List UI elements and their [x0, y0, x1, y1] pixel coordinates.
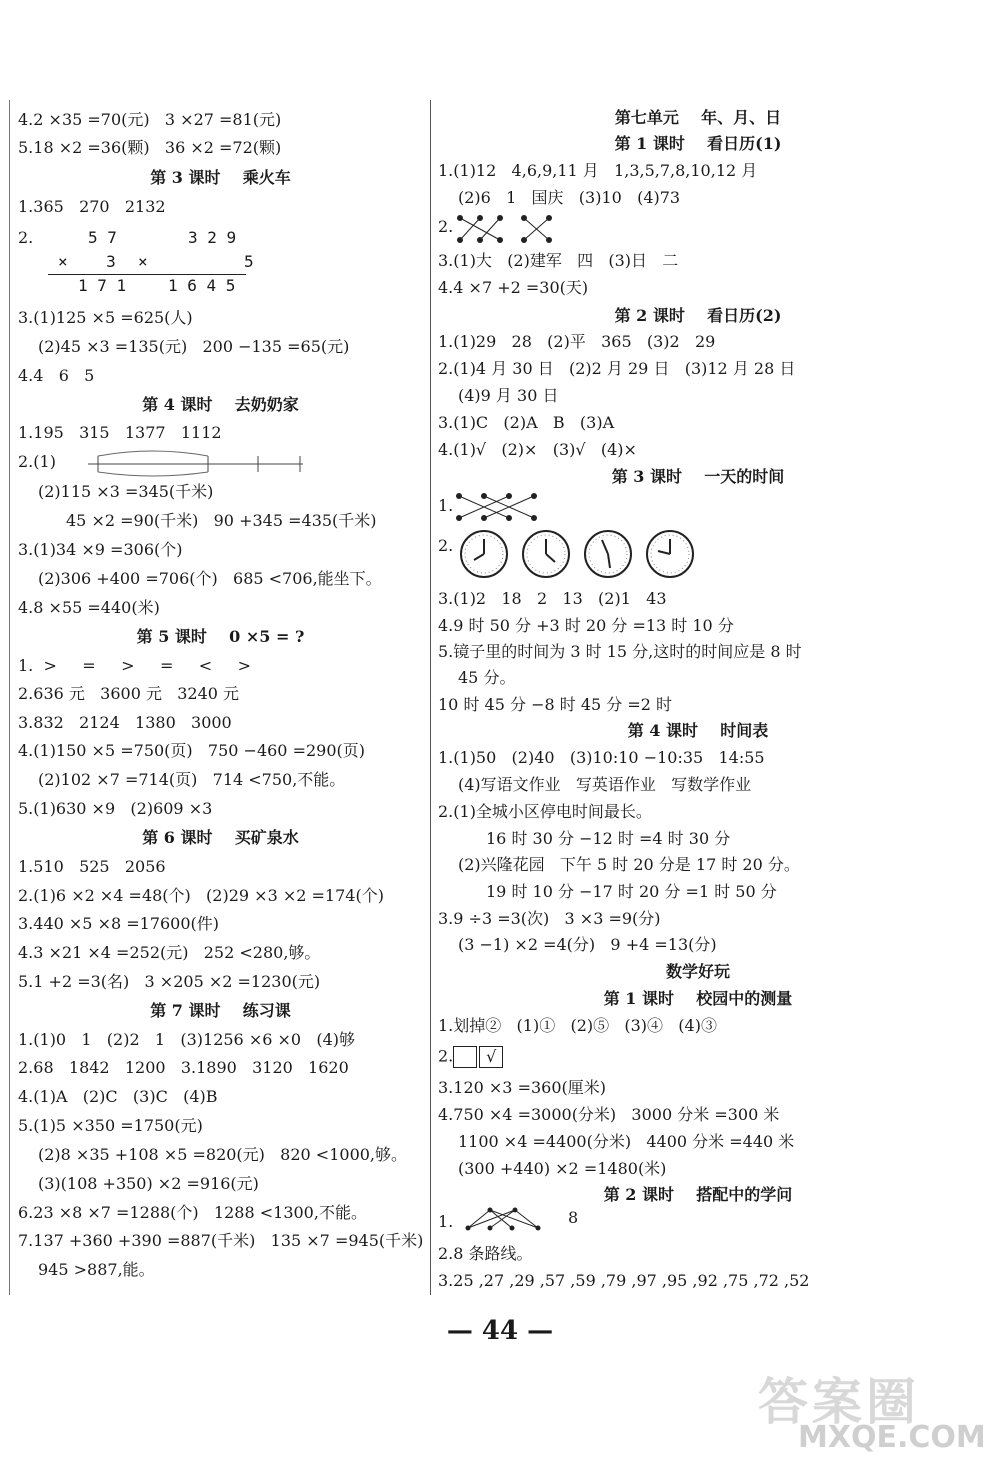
answer-line: 3.120 ×3 =360(厘米) [438, 1078, 606, 1097]
answer-line: (2)102 ×7 =714(页) 714 <750,不能。 [38, 770, 346, 789]
section-heading: 第 5 课时 0 ×5 = ? [136, 627, 305, 646]
answer-line: 5.(1)5 ×350 =1750(元) [18, 1116, 203, 1135]
section-heading: 第 1 课时 看日历(1) [614, 134, 782, 153]
answer-line: 5.1 +2 =3(名) 3 ×205 ×2 =1230(元) [18, 972, 321, 991]
clock-faces [456, 528, 706, 580]
answer-line: 1.(1)12 4,6,9,11 月 1,3,5,7,8,10,12 月 [438, 161, 758, 180]
vertical-multiplication-2 [138, 228, 258, 295]
answer-value: 8 [568, 1208, 579, 1227]
watermark-logo [698, 1362, 988, 1457]
section-heading: 第 3 课时 乘火车 [150, 168, 291, 187]
answer-line: (2)6 1 国庆 (3)10 (4)73 [458, 188, 681, 207]
answer-line: 4.750 ×4 =3000(分米) 3000 分米 =300 米 [438, 1105, 780, 1124]
watermark-text: 答案圈 [758, 1373, 920, 1431]
answer-line: 5.(1)630 ×9 (2)609 ×3 [18, 799, 213, 818]
mult-middle: × 3 [58, 252, 116, 271]
answer-line: 2.8 条路线。 [438, 1244, 533, 1263]
answer-line: 2. [438, 536, 454, 555]
answer-line: 19 时 10 分 −17 时 20 分 =1 时 50 分 [486, 882, 777, 901]
answer-line: (2)306 +400 =706(个) 685 <706,能坐下。 [38, 569, 382, 588]
answer-line: 2.(1)6 ×2 ×4 =48(个) (2)29 ×3 ×2 =174(个) [18, 886, 384, 905]
mult-rule [138, 274, 246, 275]
answer-line: 4.9 时 50 分 +3 时 20 分 =13 时 10 分 [438, 616, 734, 635]
answer-line: 16 时 30 分 −12 时 =4 时 30 分 [486, 829, 731, 848]
answer-line: 2.68 1842 1200 3.1890 3120 1620 [18, 1058, 349, 1077]
mult-bottom: 1 6 4 5 [168, 276, 236, 295]
answer-line: 2. [18, 228, 34, 247]
answer-line: 3.25 ,27 ,29 ,57 ,59 ,79 ,97 ,95 ,92 ,75 ,72 ,52 [438, 1271, 810, 1290]
matching-lines-diagram [454, 490, 554, 524]
answer-line: 1. [438, 1212, 454, 1231]
answer-line: (2)45 ×3 =135(元) 200 −135 =65(元) [38, 337, 350, 356]
answer-line [438, 1046, 505, 1068]
left-margin-rule [9, 100, 10, 1295]
answer-line: 1.划掉② (1)① (2)⑤ (3)④ (4)③ [438, 1016, 717, 1035]
answer-line: 4.(1)150 ×5 =750(页) 750 −460 =290(页) [18, 741, 366, 760]
clock-icon [585, 531, 631, 577]
clock-icon [461, 531, 507, 577]
unit-heading: 第七单元 年、月、日 [614, 108, 782, 127]
distance-diagram [78, 444, 308, 484]
mult-bottom: 1 7 1 [78, 276, 127, 295]
answer-line: (4)9 月 30 日 [458, 386, 559, 405]
answer-line: 3.(1)大 (2)建军 四 (3)日 二 [438, 251, 679, 270]
watermark-url: MXQE.COM [798, 1420, 986, 1455]
section-heading: 第 2 课时 看日历(2) [614, 306, 782, 325]
answer-line: 5.18 ×2 =36(颗) 36 ×2 =72(颗) [18, 138, 282, 157]
answer-line: 7.137 +360 +390 =887(千米) 135 ×7 =945(千米) [18, 1231, 424, 1250]
blank-box [453, 1046, 477, 1068]
section-heading: 第 3 课时 一天的时间 [611, 467, 785, 486]
answer-line: 2. [438, 217, 454, 236]
answer-line: 1.510 525 2056 [18, 857, 166, 876]
checked-box: √ [479, 1046, 503, 1068]
combination-lines-diagram [460, 1204, 550, 1234]
answer-line: 1. [438, 496, 454, 515]
answer-line: (2)115 ×3 =345(千米) [38, 482, 214, 501]
answer-line: 1.(1)50 (2)40 (3)10:10 −10:35 14:55 [438, 748, 765, 767]
clock-icon [523, 531, 569, 577]
answer-line: 45 分。 [458, 668, 516, 687]
section-heading: 第 7 课时 练习课 [150, 1001, 291, 1020]
answer-line: (3)(108 +350) ×2 =916(元) [38, 1174, 259, 1193]
answer-line: (3 −1) ×2 =4(分) 9 +4 =13(分) [458, 935, 717, 954]
answer-line: (300 +440) ×2 =1480(米) [458, 1159, 667, 1178]
answer-line: 4.(1)√ (2)× (3)√ (4)× [438, 440, 637, 459]
answer-line: 2.636 元 3600 元 3240 元 [18, 684, 240, 703]
answer-line: (2)兴隆花园 下午 5 时 20 分是 17 时 20 分。 [458, 855, 800, 874]
answer-line: 945 >887,能。 [38, 1260, 155, 1279]
answer-line: 3.440 ×5 ×8 =17600(件) [18, 914, 220, 933]
column-divider [430, 100, 431, 1295]
answer-line: 4.4 6 5 [18, 366, 95, 385]
answer-line: 4.4 ×7 +2 =30(天) [438, 278, 589, 297]
vertical-multiplication-1 [38, 228, 138, 295]
answer-line: 1. > = > = < > [18, 656, 252, 675]
section-heading: 第 1 课时 校园中的测量 [603, 989, 793, 1008]
answer-line: (4)写语文作业 写英语作业 写数学作业 [458, 775, 752, 794]
answer-line: 4.(1)A (2)C (3)C (4)B [18, 1087, 218, 1106]
section-heading: 第 4 课时 去奶奶家 [142, 395, 299, 414]
answer-label: 2. [438, 1046, 454, 1066]
answer-line: 4.3 ×21 ×4 =252(元) 252 <280,够。 [18, 943, 321, 962]
section-heading: 第 4 课时 时间表 [627, 721, 769, 740]
answer-line: 1100 ×4 =4400(分米) 4400 分米 =440 米 [458, 1132, 795, 1151]
answer-line: 1.(1)29 28 (2)平 365 (3)2 29 [438, 332, 716, 351]
answer-line: 3.9 ÷3 =3(次) 3 ×3 =9(分) [438, 909, 661, 928]
answer-line: 45 ×2 =90(千米) 90 +345 =435(千米) [66, 511, 377, 530]
answer-line: 5.镜子里的时间为 3 时 15 分,这时的时间应是 8 时 [438, 642, 802, 661]
matching-lines-diagram [454, 212, 554, 246]
answer-line: 1.195 315 1377 1112 [18, 423, 222, 442]
section-heading: 第 6 课时 买矿泉水 [142, 828, 299, 847]
mult-middle: × 5 [138, 252, 254, 271]
answer-line: 3.832 2124 1380 3000 [18, 713, 232, 732]
mult-top: 5 7 [88, 228, 117, 247]
answer-line: 2.(1)全城小区停电时间最长。 [438, 802, 652, 821]
page-number: — 44 — [446, 1316, 554, 1346]
answer-line: 6.23 ×8 ×7 =1288(个) 1288 <1300,不能。 [18, 1203, 367, 1222]
answer-line: 2.(1) [18, 452, 56, 471]
answer-line: 2.(1)4 月 30 日 (2)2 月 29 日 (3)12 月 28 日 [438, 359, 796, 378]
answer-line: 3.(1)34 ×9 =306(个) [18, 540, 183, 559]
answer-line: 1.365 270 2132 [18, 197, 166, 216]
section-heading: 第 2 课时 搭配中的学问 [603, 1185, 793, 1204]
answer-line: 10 时 45 分 −8 时 45 分 =2 时 [438, 695, 673, 714]
answer-line: 4.8 ×55 =440(米) [18, 598, 160, 617]
answer-line: 3.(1)125 ×5 =625(人) [18, 308, 193, 327]
answer-line: 3.(1)2 18 2 13 (2)1 43 [438, 589, 667, 608]
mult-rule [48, 274, 140, 275]
answer-line: 1.(1)0 1 (2)2 1 (3)1256 ×6 ×0 (4)够 [18, 1030, 355, 1049]
mult-top: 3 2 9 [188, 228, 237, 247]
answer-line: 3.(1)C (2)A B (3)A [438, 413, 615, 432]
answer-line: (2)8 ×35 +108 ×5 =820(元) 820 <1000,够。 [38, 1145, 408, 1164]
clock-icon [647, 531, 693, 577]
answer-line: 4.2 ×35 =70(元) 3 ×27 =81(元) [18, 110, 282, 129]
unit-heading: 数学好玩 [665, 962, 730, 981]
